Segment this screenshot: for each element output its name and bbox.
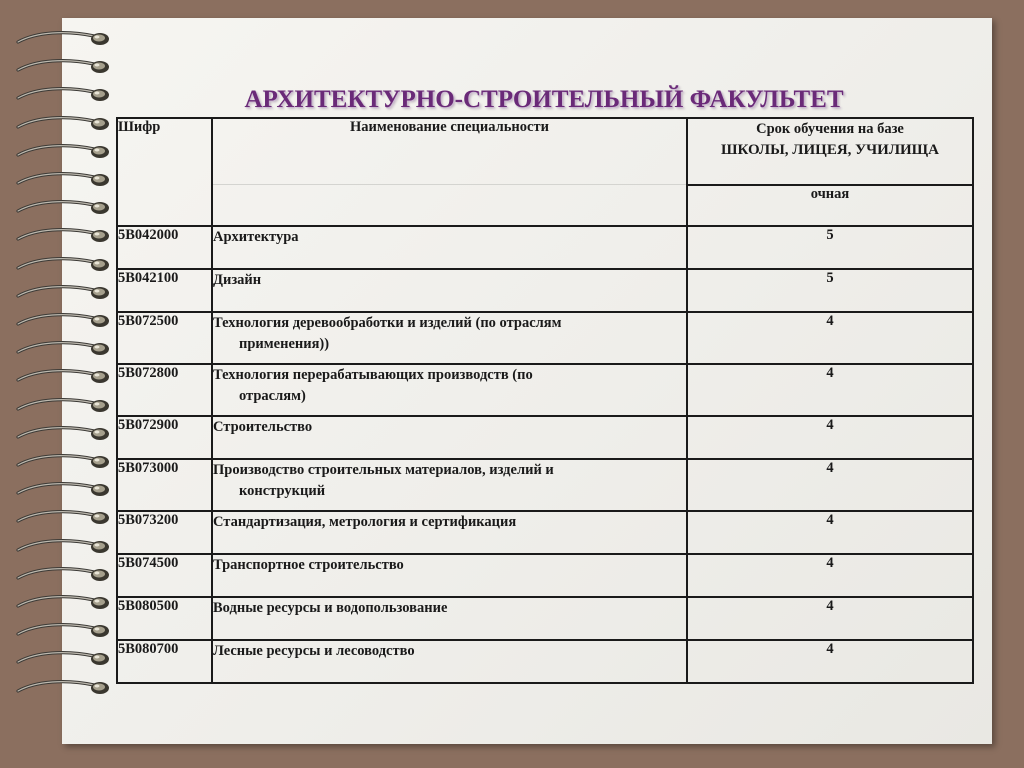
specialty-name-line1: Архитектура [213, 229, 299, 245]
study-years: 4 [687, 554, 973, 597]
specialty-name [212, 364, 687, 416]
table-row [117, 269, 973, 312]
specialty-code: 5B080700 [117, 640, 212, 683]
specialty-code: 5B072500 [117, 312, 212, 364]
spiral-ring-icon [16, 143, 112, 163]
spiral-ring-icon [16, 30, 112, 50]
specialty-code: 5B072900 [117, 416, 212, 459]
spiral-ring-icon [16, 650, 112, 670]
table-row [117, 459, 973, 511]
spiral-ring-icon [16, 509, 112, 529]
specialty-name-line1: Строительство [213, 419, 313, 435]
spiral-ring-icon [16, 368, 112, 388]
header-form: очная [687, 185, 973, 226]
table-row [117, 597, 973, 640]
study-years: 5 [687, 269, 973, 312]
spiral-ring-icon [16, 58, 112, 78]
specialty-name [212, 226, 687, 269]
specialty-name-line2: конструкций [239, 483, 326, 499]
study-years: 5 [687, 226, 973, 269]
spiral-ring-icon [16, 622, 112, 642]
spiral-ring-icon [16, 481, 112, 501]
header-term [687, 118, 973, 185]
specialty-name-line2: отраслям) [239, 388, 306, 404]
spiral-ring-icon [16, 256, 112, 276]
specialty-code: 5B080500 [117, 597, 212, 640]
table-row [117, 312, 973, 364]
specialties-table [116, 117, 974, 684]
spiral-ring-icon [16, 425, 112, 445]
specialty-name-line1: Транспортное строительство [213, 557, 404, 573]
specialty-code: 5B042100 [117, 269, 212, 312]
spiral-ring-icon [16, 566, 112, 586]
spiral-ring-icon [16, 171, 112, 191]
study-years: 4 [687, 364, 973, 416]
specialty-code: 5B073000 [117, 459, 212, 511]
spiral-ring-icon [16, 312, 112, 332]
specialty-name-line1: Технология перерабатывающих производств (по [213, 367, 533, 383]
study-years: 4 [687, 597, 973, 640]
spiral-ring-icon [16, 397, 112, 417]
specialty-name-line1: Водные ресурсы и водопользование [213, 600, 448, 616]
specialty-name [212, 269, 687, 312]
spiral-ring-icon [16, 538, 112, 558]
specialty-name [212, 597, 687, 640]
specialty-name-line1: Технология деревообработки и изделий (по отраслям [213, 315, 562, 331]
header-term-line1: Срок обучения на базе [756, 121, 904, 137]
header-name: Наименование специальности [212, 118, 687, 226]
specialty-name [212, 312, 687, 364]
spiral-ring-icon [16, 679, 112, 699]
specialty-name-line1: Стандартизация, метрология и сертификация [213, 514, 517, 530]
table-row [117, 416, 973, 459]
specialty-name [212, 511, 687, 554]
specialty-name-line2: применения)) [239, 336, 330, 352]
study-years: 4 [687, 511, 973, 554]
spiral-ring-icon [16, 340, 112, 360]
spiral-ring-icon [16, 227, 112, 247]
spiral-ring-icon [16, 115, 112, 135]
spiral-ring-icon [16, 199, 112, 219]
specialty-code: 5B072800 [117, 364, 212, 416]
study-years: 4 [687, 416, 973, 459]
specialty-name [212, 416, 687, 459]
specialty-name [212, 459, 687, 511]
table-row [117, 364, 973, 416]
spiral-ring-icon [16, 86, 112, 106]
specialty-code: 5B073200 [117, 511, 212, 554]
study-years: 4 [687, 459, 973, 511]
table-row [117, 554, 973, 597]
specialty-name [212, 640, 687, 683]
spiral-ring-icon [16, 453, 112, 473]
study-years: 4 [687, 640, 973, 683]
study-years: 4 [687, 312, 973, 364]
spiral-ring-icon [16, 284, 112, 304]
table-row [117, 226, 973, 269]
header-code: Шифр [117, 118, 212, 226]
header-term-line2: ШКОЛЫ, ЛИЦЕЯ, УЧИЛИЩА [721, 142, 939, 158]
specialty-name-line1: Лесные ресурсы и лесоводство [213, 643, 415, 659]
specialty-name [212, 554, 687, 597]
specialty-name-line1: Производство строительных материалов, изделий и [213, 462, 554, 478]
specialty-code: 5B074500 [117, 554, 212, 597]
specialty-name-line1: Дизайн [213, 272, 262, 288]
specialty-code: 5B042000 [117, 226, 212, 269]
page-title: АРХИТЕКТУРНО-СТРОИТЕЛЬНЫЙ ФАКУЛЬТЕТ [244, 86, 844, 113]
table-row [117, 511, 973, 554]
table-row [117, 640, 973, 683]
header-row [117, 118, 973, 185]
spiral-ring-icon [16, 594, 112, 614]
